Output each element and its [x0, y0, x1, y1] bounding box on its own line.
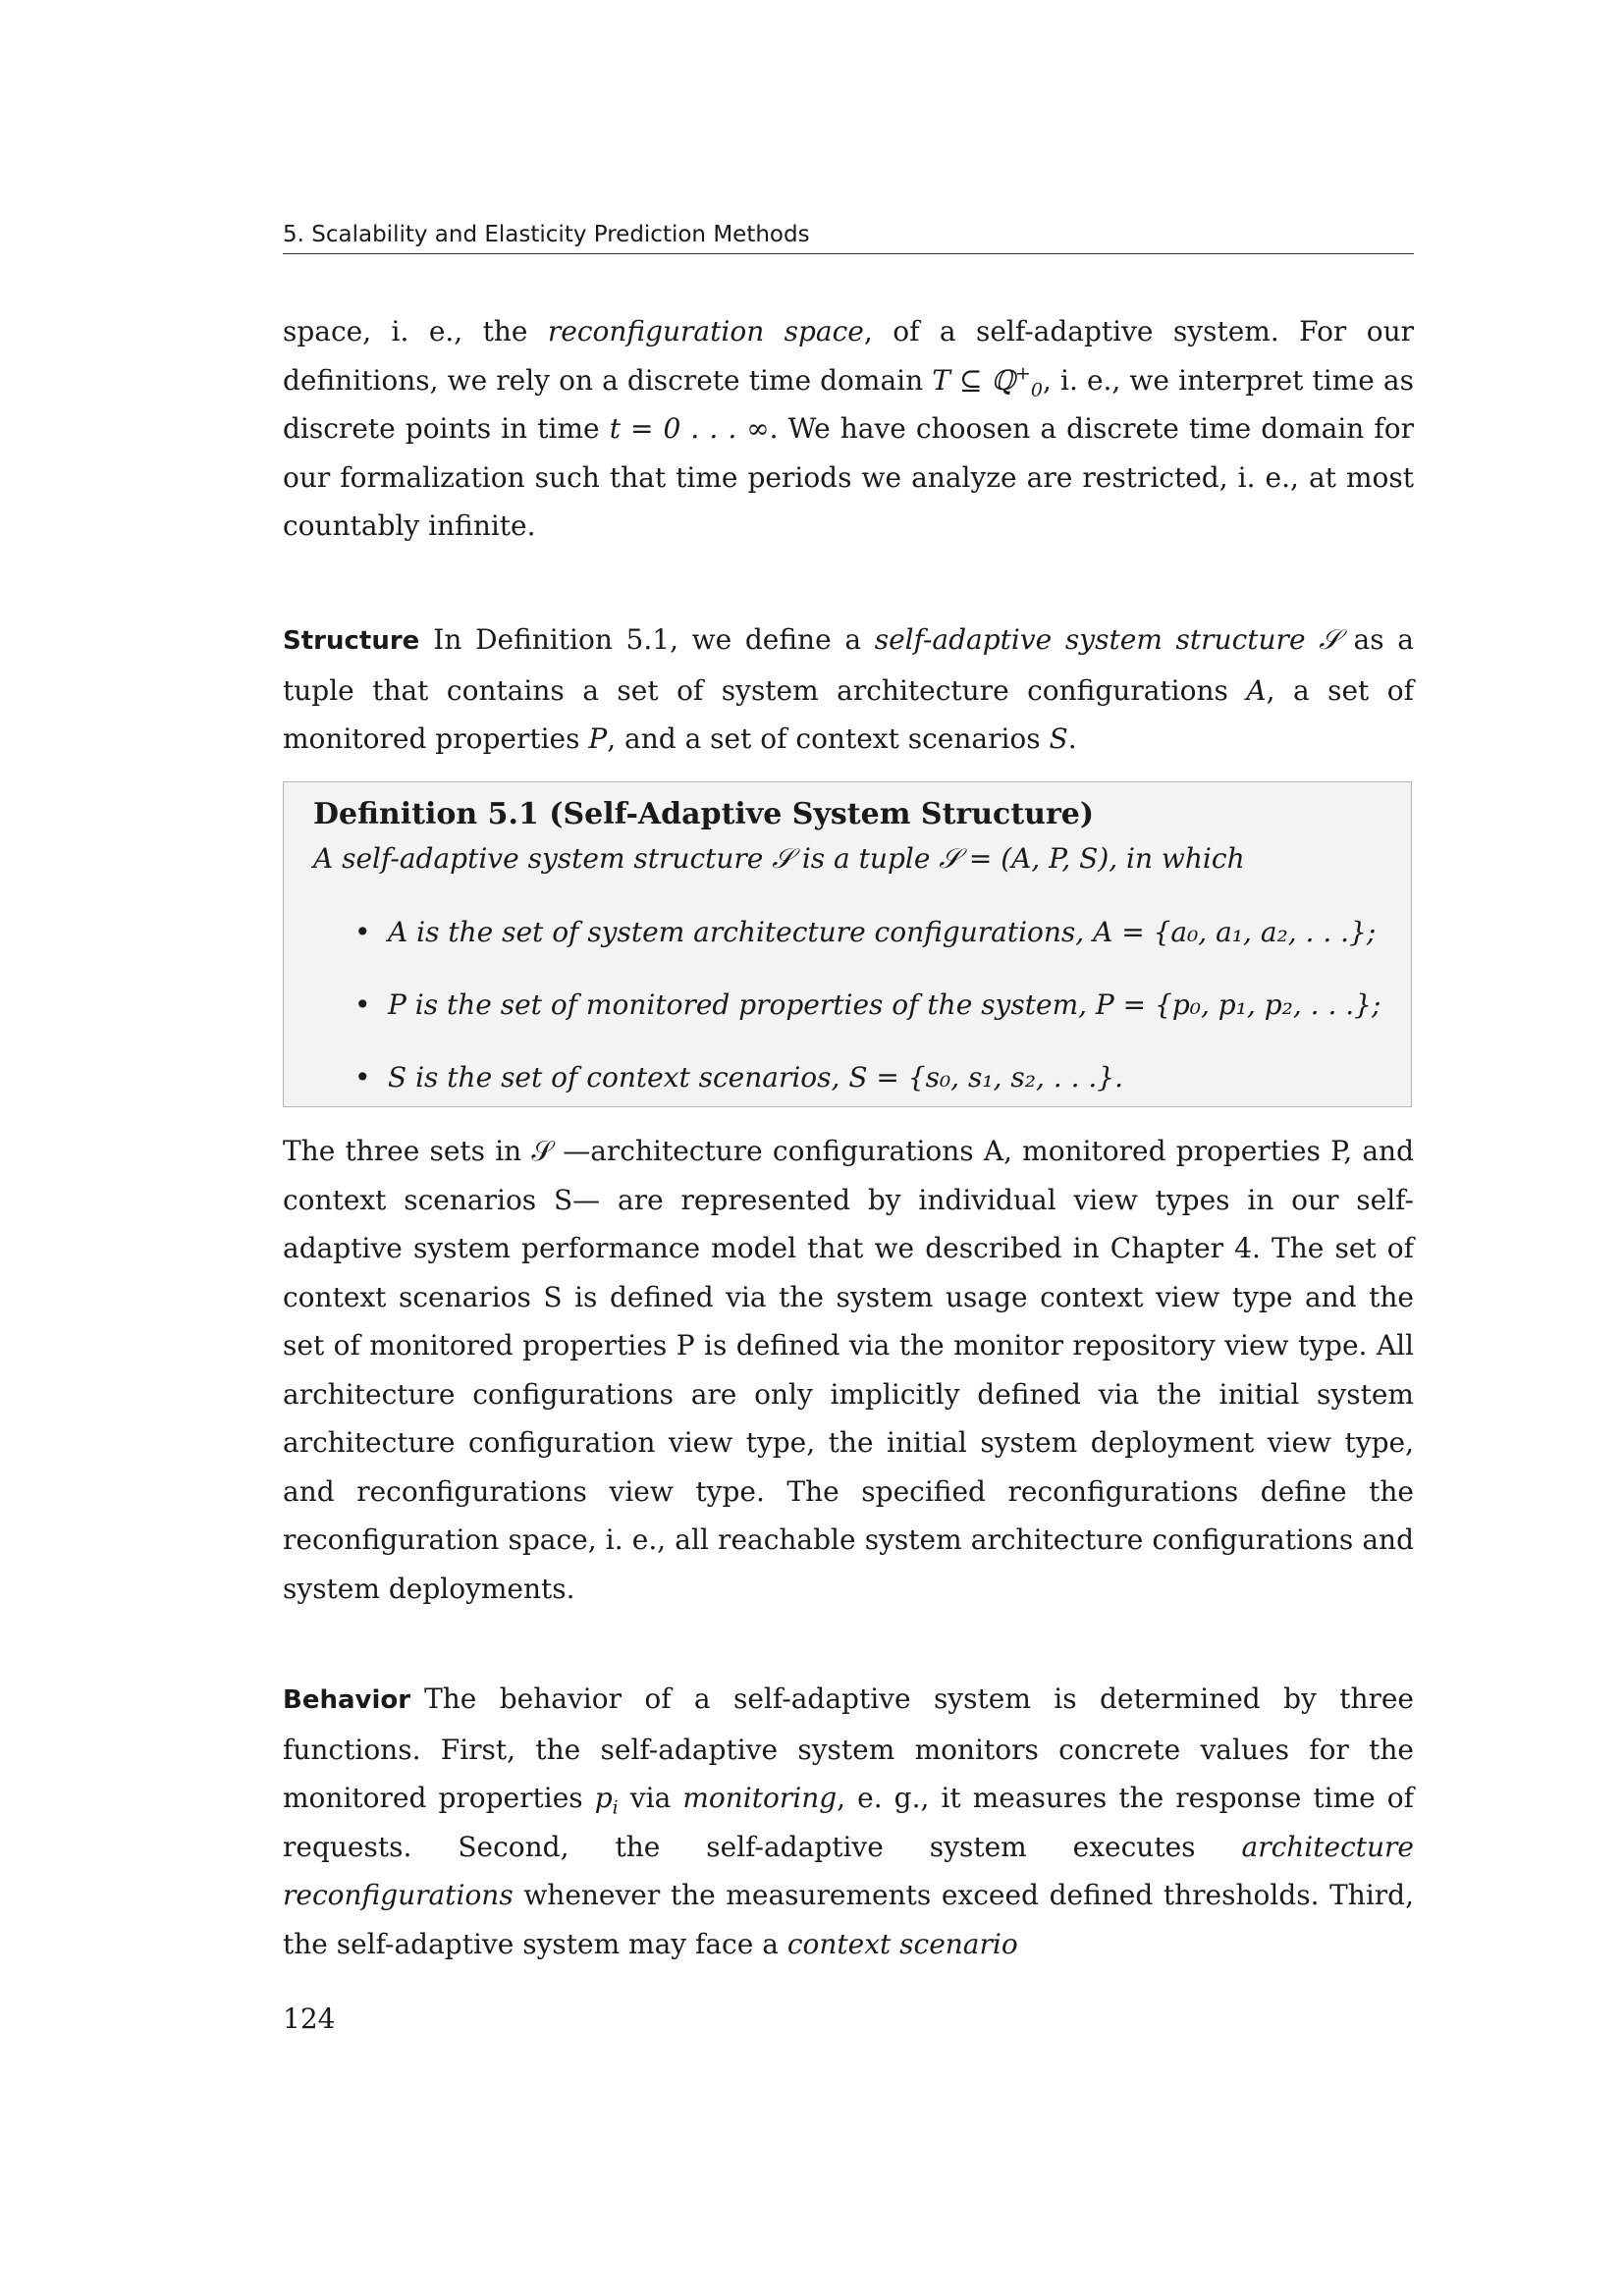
math-var: S	[1049, 722, 1068, 755]
definition-item-architectures: • A is the set of system architecture configurations, A = {a₀, a₁, a₂, . . .};	[354, 896, 1381, 969]
definition-item-properties: • P is the set of monitored properties of the system, P = {p₀, p₁, p₂, . . .};	[354, 969, 1381, 1041]
text-run: . We have choosen a discrete time domain for our formalization such that time periods we analyze are restricted, i. e., at most countably infinite.	[283, 412, 1414, 542]
structure-paragraph	[283, 615, 1414, 764]
intro-paragraph	[283, 307, 1414, 551]
text-run: as a tuple that contains a set of system architecture configurations	[283, 623, 1414, 707]
text-run: , of a self-adaptive system. For our definitions, we rely on a discrete time domain	[283, 315, 1414, 397]
math-pi	[594, 1782, 619, 1819]
definition-item-scenarios: • S is the set of context scenarios, S = {s₀, s₁, s₂, . . .}.	[354, 1041, 1381, 1114]
text-run: via	[618, 1782, 683, 1814]
definition-title: Definition 5.1 (Self-Adaptive System Structure)	[313, 797, 1095, 831]
definition-list	[313, 896, 1381, 1114]
emphasis-reconfigurations: architecture reconfigurations	[283, 1830, 1414, 1911]
text-run: , i. e., we interpret time as discrete points in time	[283, 363, 1414, 445]
text-run: whenever the measurements exceed defined thresholds. Third, the self-adaptive system may face a	[283, 1879, 1414, 1960]
math-text: p	[594, 1782, 613, 1814]
text-run: In Definition 5.1, we define a	[433, 623, 875, 656]
text-run: , a set of monitored properties	[283, 673, 1414, 755]
math-subscript: i	[612, 1796, 619, 1819]
math-var: P	[588, 722, 608, 755]
math-time-range: t = 0 . . . ∞	[609, 412, 770, 445]
math-time-domain	[932, 362, 1043, 401]
behavior-heading: Behavior	[283, 1685, 411, 1715]
math-text: T ⊆ ℚ	[932, 363, 1015, 397]
text-run: , and a set of context scenarios	[607, 722, 1050, 755]
emphasis-context-scenario: context scenario	[786, 1927, 1018, 1960]
structure-heading: Structure	[283, 626, 420, 656]
behavior-paragraph	[283, 1675, 1414, 1968]
math-var: A	[1246, 673, 1267, 707]
text-run: The behavior of a self-adaptive system is determined by three functions. First, the self-adaptive system monitors concrete values for the monitored properties	[283, 1682, 1414, 1814]
emphasis-monitoring: monitoring	[682, 1782, 838, 1814]
math-superscript: +	[1014, 362, 1031, 385]
three-sets-paragraph: The three sets in 𝒮 —architecture configurations A, monitored properties P, and context scenarios S— are represented by individual view types in our self-adaptive system performance model that we described in Chapter 4. The set of context scenarios S is defined via the system usage context view type and the set of monitored properties P is defined via the monitor repository view type. All architecture configurations are only implicitly defined via the initial system architecture configuration view type, the initial system deployment view type, and reconfigurations view type. The specified reconfigurations define the reconfiguration space, i. e., all reachable system architecture configurations and system deployments.	[283, 1135, 1414, 1605]
emphasis-reconfiguration-space: reconfiguration space	[547, 315, 864, 347]
text-run: .	[1067, 722, 1077, 755]
math-subscript: 0	[1030, 379, 1043, 401]
emphasis-structure: self-adaptive system structure 𝒮	[874, 623, 1340, 656]
text-run: , e. g., it measures the response time of requests. Second, the self-adaptive system executes	[283, 1782, 1414, 1863]
running-header: 5. Scalability and Elasticity Prediction Methods	[283, 222, 1414, 254]
text-run: space, i. e., the	[283, 315, 548, 347]
definition-box	[283, 781, 1412, 1107]
page-number: 124	[283, 2002, 336, 2035]
definition-intro: A self-adaptive system structure 𝒮 is a tuple 𝒮 = (A, P, S), in which	[313, 842, 1245, 875]
